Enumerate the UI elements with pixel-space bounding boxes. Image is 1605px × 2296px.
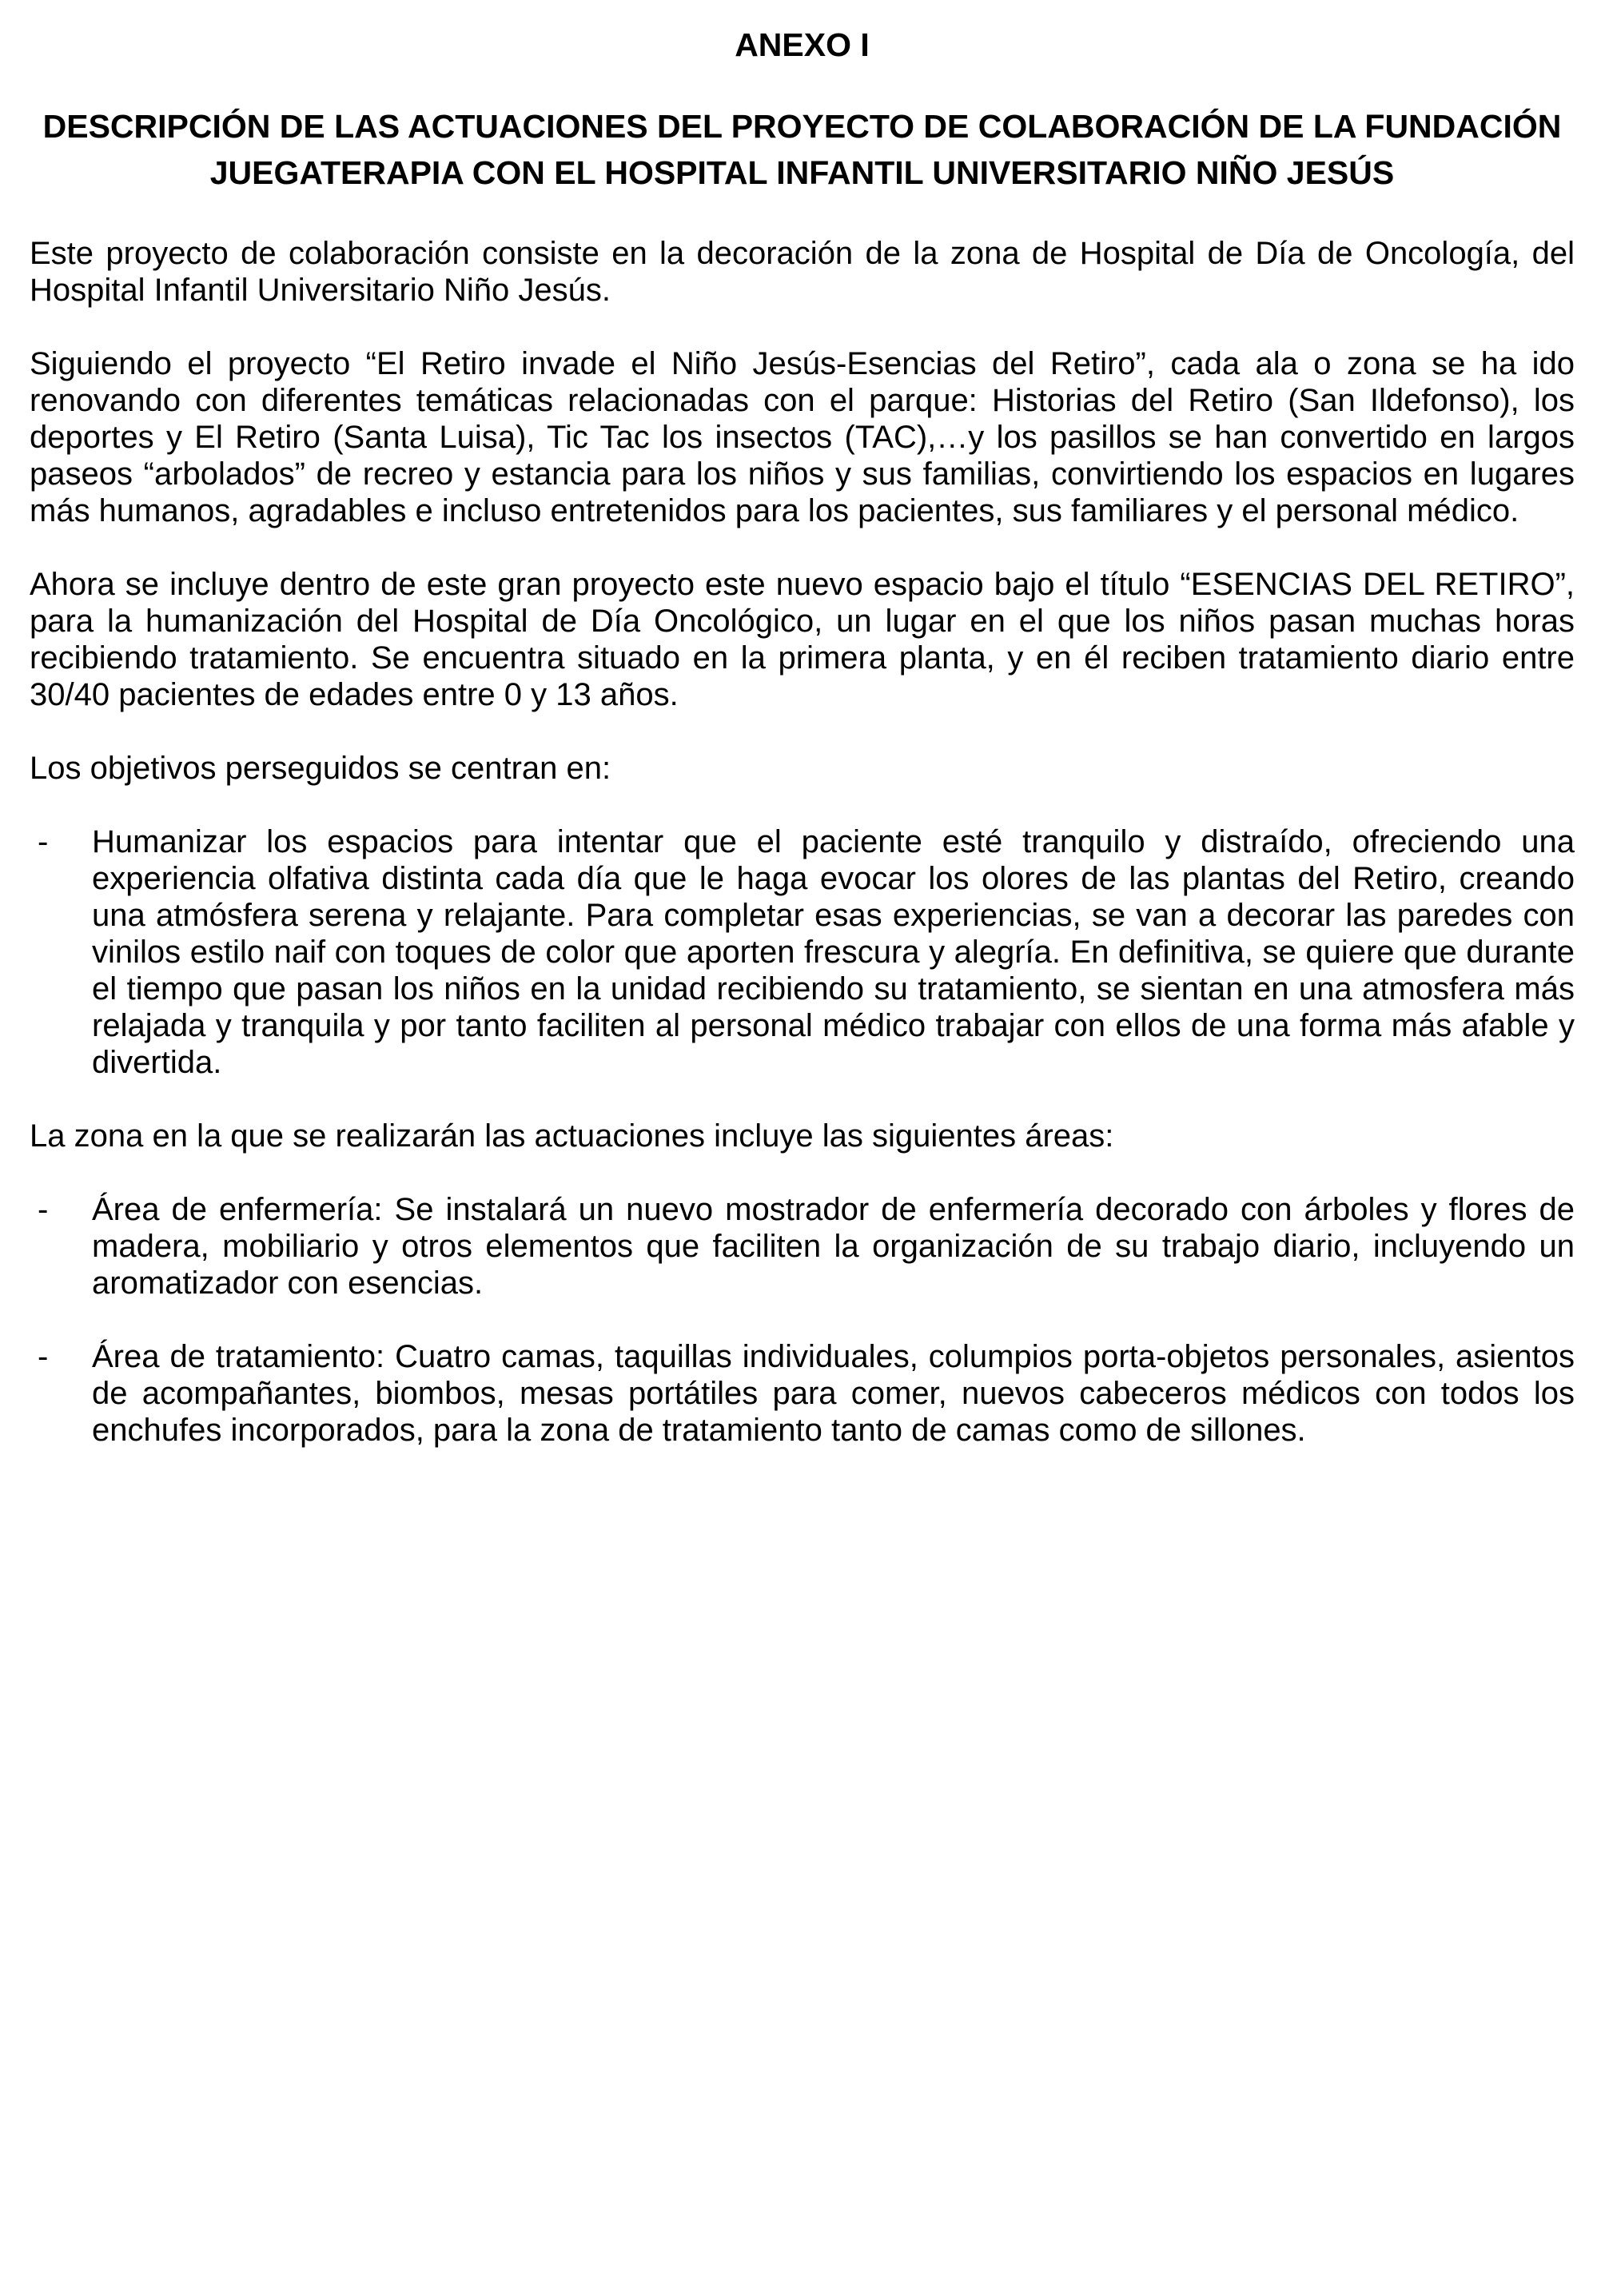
paragraph-project-intro: Este proyecto de colaboración consiste en la decoración de la zona de Hospital de Día de Oncología, del Hospital Infantil Universitario Niño Jesús. [30, 235, 1575, 308]
paragraph-new-space: Ahora se incluye dentro de este gran proyecto este nuevo espacio bajo el título “ESENCIAS DEL RETIRO”, para la humanización del Hospital de Día Oncológico, un lugar en el que los niños pasan muchas horas recibiendo tratamiento. Se encuentra situado en la primera planta, y en él reciben tratamiento diario entre 30/40 pacientes de edades entre 0 y 13 años. [30, 566, 1575, 712]
bullet-dash-marker: - [38, 823, 49, 859]
document-heading: DESCRIPCIÓN DE LAS ACTUACIONES DEL PROYECTO DE COLABORACIÓN DE LA FUNDACIÓN JUEGATERAPIA CON EL HOSPITAL INFANTIL UNIVERSITARIO NIÑO JESÚS [42, 108, 1562, 192]
annex-title: ANEXO I [735, 26, 870, 63]
bullet-text-humanizar: Humanizar los espacios para intentar que el paciente esté tranquilo y distraído, ofreciendo una experiencia olfativa distinta cada día que le haga evocar los olores de las plantas del Retiro, creando una atmósfera serena y relajante. Para completar esas experiencias, se van a decorar las paredes con vinilos estilo naif con toques de color que aporten frescura y alegría. En definitiva, se quiere que durante el tiempo que pasan los niños en la unidad recibiendo su tratamiento, se sientan en una atmosfera más relajada y tranquila y por tanto faciliten al personal médico trabajar con ellos de una forma más afable y divertida. [92, 823, 1575, 1080]
bullet-item-humanizar [30, 823, 1575, 1081]
bullet-text-area-tratamiento: Área de tratamiento: Cuatro camas, taquillas individuales, columpios porta-objetos personales, asientos de acompañantes, biombos, mesas portátiles para comer, nuevos cabeceros médicos con todos los enchufes incorporados, para la zona de tratamiento tanto de camas como de sillones. [92, 1338, 1575, 1448]
bullet-item-area-tratamiento [30, 1338, 1575, 1449]
bullet-text-area-enfermeria: Área de enfermería: Se instalará un nuevo mostrador de enfermería decorado con árboles y flores de madera, mobiliario y otros elementos que faciliten la organización de su trabajo diario, incluyendo un aromatizador con esencias. [92, 1191, 1575, 1301]
paragraph-retiro-project: Siguiendo el proyecto “El Retiro invade el Niño Jesús-Esencias del Retiro”, cada ala o zona se ha ido renovando con diferentes temáticas relacionadas con el parque: Historias del Retiro (San Ildefonso), los deportes y El Retiro (Santa Luisa), Tic Tac los insectos (TAC),…y los pasillos se han convertido en largos paseos “arbolados” de recreo y estancia para los niños y sus familias, convirtiendo los espacios en lugares más humanos, agradables e incluso entretenidos para los pacientes, sus familiares y el personal médico. [30, 345, 1575, 528]
bullet-item-area-enfermeria [30, 1191, 1575, 1301]
bullet-dash-marker: - [38, 1191, 49, 1227]
areas-intro: La zona en la que se realizarán las actuaciones incluye las siguientes áreas: [30, 1118, 1114, 1154]
objectives-intro: Los objetivos perseguidos se centran en: [30, 750, 611, 786]
bullet-dash-marker: - [38, 1338, 49, 1374]
